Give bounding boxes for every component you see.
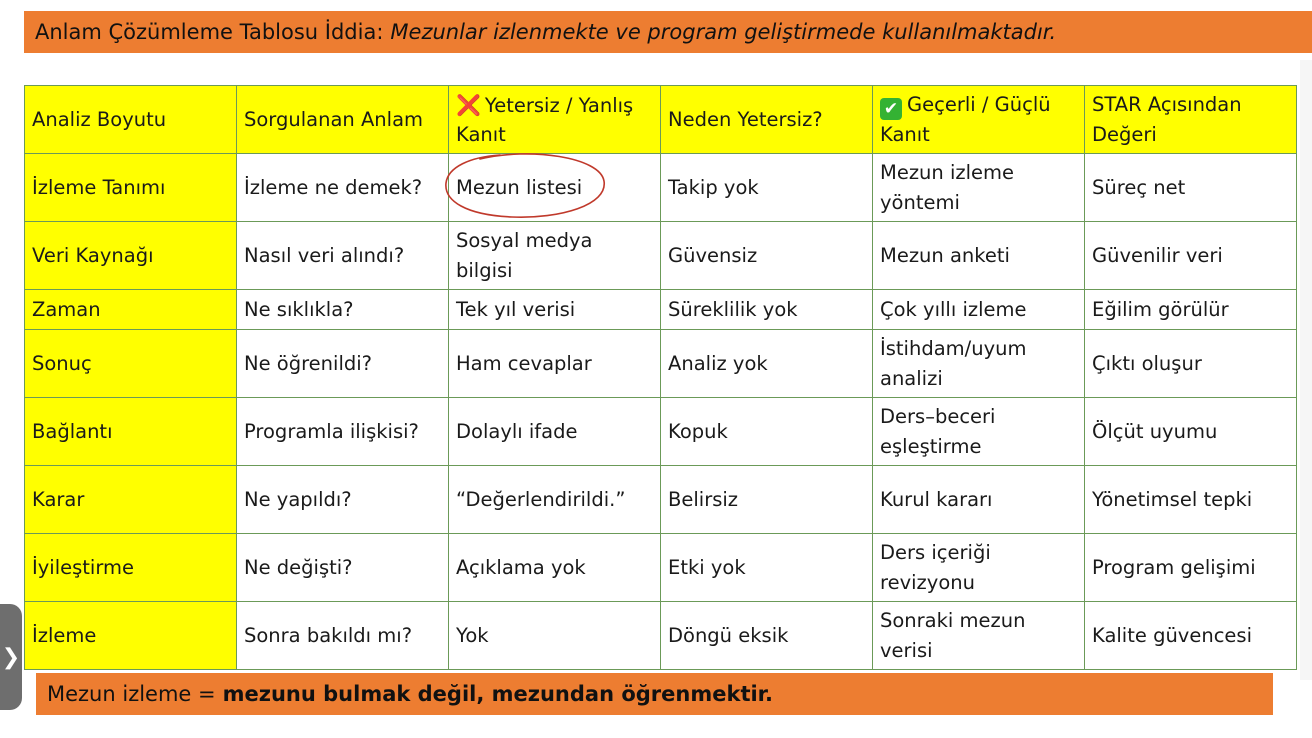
table-cell: İzleme Tanımı [25, 154, 237, 222]
table-row [25, 534, 1297, 602]
side-panel-toggle-button[interactable] [0, 604, 22, 710]
table-cell: İyileştirme [25, 534, 237, 602]
table-cell: Ders içeriği revizyonu [873, 534, 1085, 602]
table-row [25, 466, 1297, 534]
header-cell [873, 86, 1085, 154]
table-cell: Ham cevaplar [449, 330, 661, 398]
table-cell: Belirsiz [661, 466, 873, 534]
table-cell: Güvensiz [661, 222, 873, 290]
takeaway-emphasis: mezunu bulmak değil, mezundan öğrenmektir. [222, 682, 774, 706]
table-row [25, 154, 1297, 222]
table-cell: Sonraki mezun verisi [873, 602, 1085, 670]
table-cell: Süreç net [1085, 154, 1297, 222]
table-cell: Nasıl veri alındı? [237, 222, 449, 290]
table-cell: Sosyal medya bilgisi [449, 222, 661, 290]
analysis-table [24, 85, 1297, 670]
table-cell: Mezun izleme yöntemi [873, 154, 1085, 222]
table-cell: İzleme ne demek? [237, 154, 449, 222]
table-cell: Etki yok [661, 534, 873, 602]
table-cell: Yönetimsel tepki [1085, 466, 1297, 534]
header-cell-label: Geçerli / Güçlü Kanıt [880, 92, 1051, 146]
table-cell: Çok yıllı izleme [873, 290, 1085, 330]
table-cell: İstihdam/uyum analizi [873, 330, 1085, 398]
table-header-row [25, 86, 1297, 154]
table-cell: Açıklama yok [449, 534, 661, 602]
table-row [25, 222, 1297, 290]
table-cell: Kurul kararı [873, 466, 1085, 534]
header-cell: Neden Yetersiz? [661, 86, 873, 154]
table-cell: Ne sıklıkla? [237, 290, 449, 330]
table-cell: Mezun anketi [873, 222, 1085, 290]
table-cell: Ölçüt uyumu [1085, 398, 1297, 466]
table-cell: İzleme [25, 602, 237, 670]
table-cell: Yok [449, 602, 661, 670]
header-cell-label: Yetersiz / Yanlış Kanıt [456, 93, 634, 146]
table-cell: Ne değişti? [237, 534, 449, 602]
takeaway-lead: Mezun izleme = [47, 682, 216, 706]
table-cell: Bağlantı [25, 398, 237, 466]
table-cell: Sonra bakıldı mı? [237, 602, 449, 670]
table-cell: Süreklilik yok [661, 290, 873, 330]
title-claim: Mezunlar izlenmekte ve program geliştirmede kullanılmaktadır. [390, 20, 1057, 44]
table-cell: Takip yok [661, 154, 873, 222]
table-cell: Programla ilişkisi? [237, 398, 449, 466]
table-cell: Program gelişimi [1085, 534, 1297, 602]
table-row [25, 602, 1297, 670]
table-cell: Analiz yok [661, 330, 873, 398]
table-cell: Zaman [25, 290, 237, 330]
table-cell: Veri Kaynağı [25, 222, 237, 290]
header-cell [449, 86, 661, 154]
table-row [25, 330, 1297, 398]
table-cell: Ne öğrenildi? [237, 330, 449, 398]
table-cell: Döngü eksik [661, 602, 873, 670]
table-cell: Karar [25, 466, 237, 534]
header-cell: Sorgulanan Anlam [237, 86, 449, 154]
table-cell: Kopuk [661, 398, 873, 466]
table-cell: Tek yıl verisi [449, 290, 661, 330]
table-cell: Çıktı oluşur [1085, 330, 1297, 398]
cross-mark-icon: ❌ [456, 92, 481, 117]
table-cell: “Değerlendirildi.” [449, 466, 661, 534]
table-cell: Eğilim görülür [1085, 290, 1297, 330]
table-cell: Dolaylı ifade [449, 398, 661, 466]
table-cell: Mezun listesi [449, 154, 661, 222]
header-cell: STAR Açısından Değeri [1085, 86, 1297, 154]
table-cell: Ders–beceri eşleştirme [873, 398, 1085, 466]
takeaway-bar [36, 673, 1273, 715]
slide-title-bar [24, 11, 1312, 53]
table-cell: Güvenilir veri [1085, 222, 1297, 290]
chevron-right-icon: ❯ [1, 644, 21, 670]
table-row [25, 290, 1297, 330]
table-cell: Sonuç [25, 330, 237, 398]
table-cell: Kalite güvencesi [1085, 602, 1297, 670]
header-cell: Analiz Boyutu [25, 86, 237, 154]
check-mark-icon: ✔ [880, 98, 902, 120]
table-row [25, 398, 1297, 466]
title-lead: Anlam Çözümleme Tablosu İddia: [35, 20, 384, 44]
scroll-track [1300, 60, 1312, 680]
table-cell: Ne yapıldı? [237, 466, 449, 534]
